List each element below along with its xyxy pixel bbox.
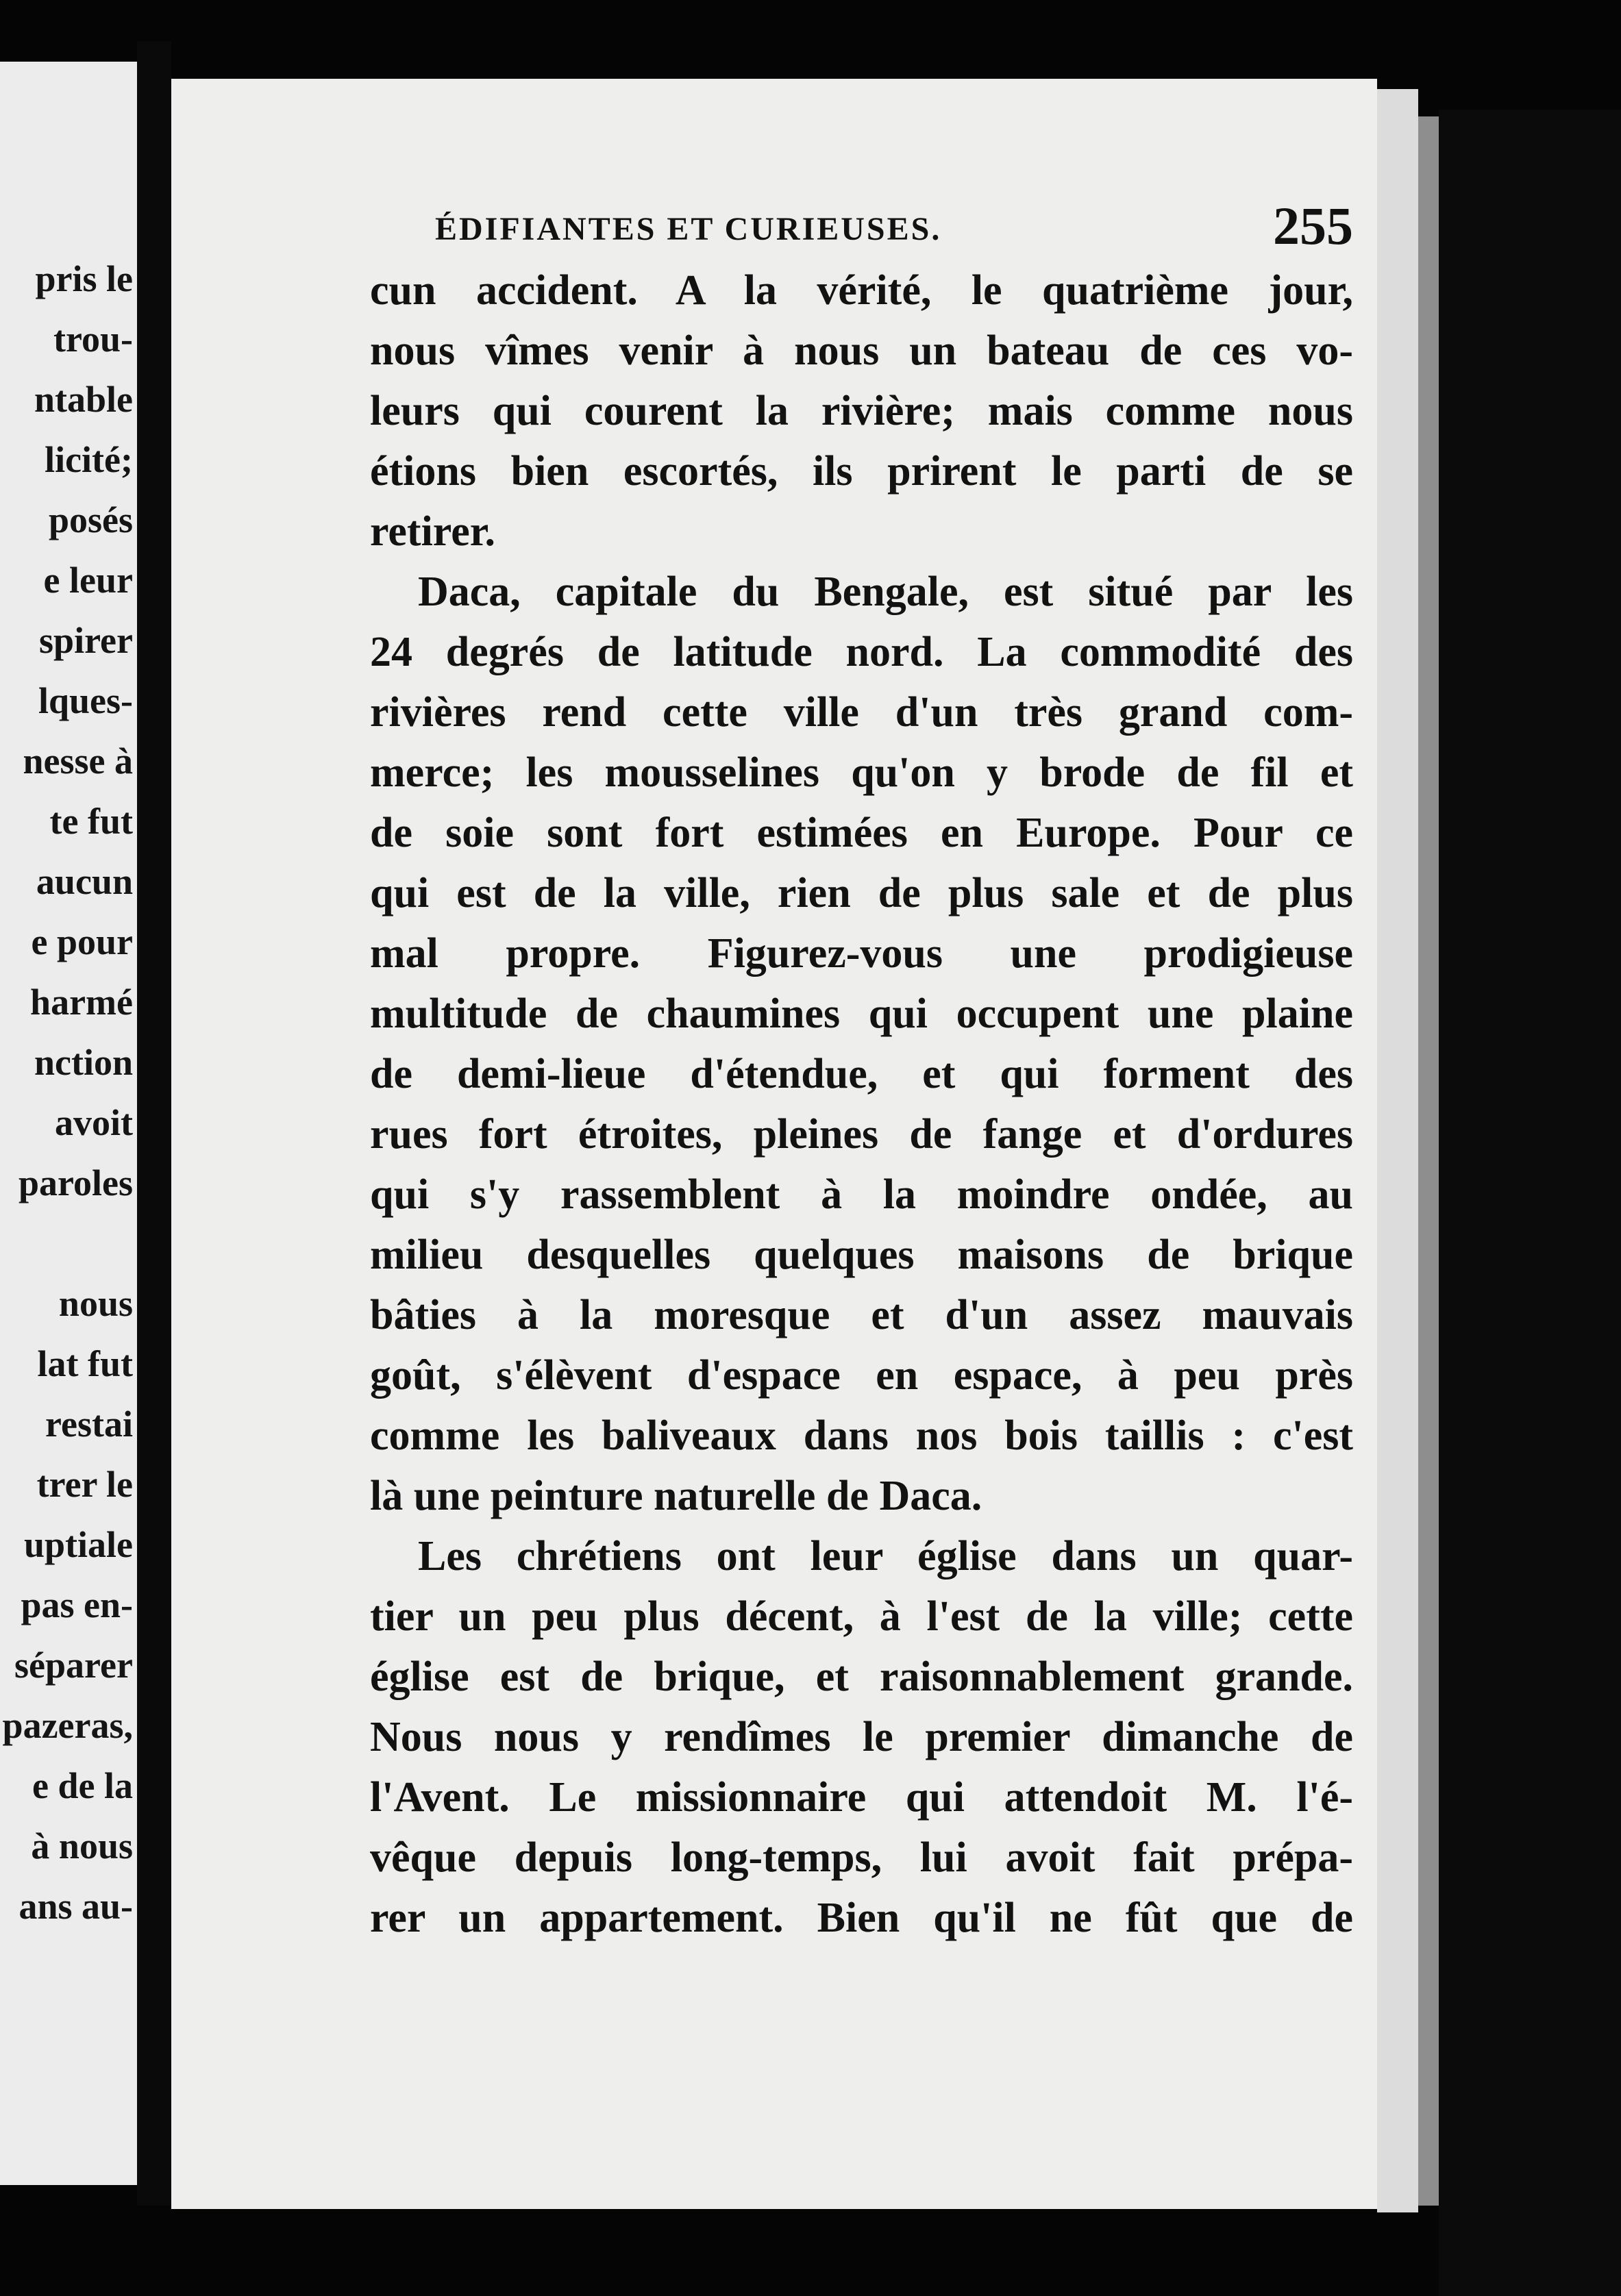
text-line: là une peinture naturelle de Daca. [370,1473,982,1519]
page-edge [1377,89,1418,2212]
text-line: Nous nous y rendîmes le premier dimanche de [370,1714,1353,1760]
text-line: église est de brique, et raisonnablement grande. [370,1654,1353,1700]
body-text [370,260,1353,1948]
previous-page-text-fragment: pris le [35,258,133,299]
text-line: qui s'y rassemblent à la moindre ondée, au [370,1171,1353,1218]
text-line: l'Avent. Le missionnaire qui attendoit M. l'é- [370,1774,1353,1821]
text-line: merce; les mousselines qu'on y brode de fil et [370,749,1353,796]
running-title: ÉDIFIANTES ET CURIEUSES. [435,211,942,247]
page-header [435,195,1377,257]
text-line: milieu desquelles quelques maisons de brique [370,1232,1353,1278]
previous-page-text-fragment: harmé [30,982,133,1023]
text-line: vêque depuis long-temps, lui avoit fait prépa- [370,1834,1353,1881]
previous-page-text-fragment: pazeras, [2,1705,133,1746]
previous-page-text-fragment: nction [34,1042,133,1083]
text-line: comme les baliveaux dans nos bois taillis : c'est [370,1412,1353,1459]
previous-page-text-fragment: lat fut [37,1343,133,1384]
book-page [171,79,1377,2209]
text-line: de soie sont fort estimées en Europe. Pour ce [370,810,1353,856]
previous-page-text-fragment: restai [45,1403,133,1445]
previous-page-text-fragment: à nous [31,1825,133,1867]
text-line: Les chrétiens ont leur église dans un quar- [418,1533,1353,1580]
text-line: tier un peu plus décent, à l'est de la ville; cette [370,1593,1353,1640]
previous-page-text-fragment: e leur [43,560,133,601]
previous-page-text-fragment: posés [48,499,133,540]
text-line: qui est de la ville, rien de plus sale et de plus [370,870,1353,916]
text-line: goût, s'élèvent d'espace en espace, à peu près [370,1352,1353,1399]
previous-page-text-fragment: lques- [38,680,133,721]
previous-page-text-fragment: pas en- [21,1584,133,1625]
previous-page-text-fragment: licité; [45,439,133,480]
text-line: multitude de chaumines qui occupent une plaine [370,990,1353,1037]
previous-page-text-fragment: e de la [32,1765,133,1806]
previous-page-text-fragment: spirer [39,620,133,661]
text-line: cun accident. A la vérité, le quatrième jour, [370,267,1353,314]
previous-page-text-fragment: nous [58,1283,133,1324]
previous-page-text-fragment: avoit [55,1102,133,1143]
text-line: nous vîmes venir à nous un bateau de ces vo- [370,327,1353,374]
previous-page-text-fragment: trer le [36,1464,133,1505]
text-line: mal propre. Figurez-vous une prodigieuse [370,930,1353,977]
text-line: Daca, capitale du Bengale, est situé par les [418,569,1353,615]
previous-page-text-fragment: séparer [14,1645,133,1686]
text-line: retirer. [370,508,496,555]
previous-page-text-fragment: trou- [53,319,133,360]
text-line: rer un appartement. Bien qu'il ne fût que de [370,1895,1353,1941]
book-gutter [137,41,171,2206]
previous-page-text-fragment: paroles [18,1162,133,1203]
text-line: étions bien escortés, ils prirent le parti de se [370,448,1353,495]
text-line: rivières rend cette ville d'un très grand com- [370,689,1353,736]
page-edge-shadow [1418,116,1439,2206]
page-number: 255 [1273,196,1353,255]
previous-page-text-fragment: te fut [49,801,133,842]
previous-page-text-fragment: e pour [31,921,133,962]
previous-page-text-fragment: nesse à [23,740,133,782]
previous-page-text-fragment: ans au- [18,1886,133,1927]
previous-page-text-fragment: uptiale [23,1524,133,1565]
text-line: de demi-lieue d'étendue, et qui forment des [370,1051,1353,1097]
previous-page-text-fragment: aucun [36,861,133,902]
previous-page-text-fragment: ntable [34,379,133,420]
text-line: rues fort étroites, pleines de fange et d'ordures [370,1111,1353,1158]
previous-page-fragment [0,62,137,2185]
text-line: bâties à la moresque et d'un assez mauvais [370,1292,1353,1338]
book-cover-edge [1439,110,1621,2296]
text-line: 24 degrés de latitude nord. La commodité des [370,629,1353,675]
text-line: leurs qui courent la rivière; mais comme nous [370,388,1353,434]
